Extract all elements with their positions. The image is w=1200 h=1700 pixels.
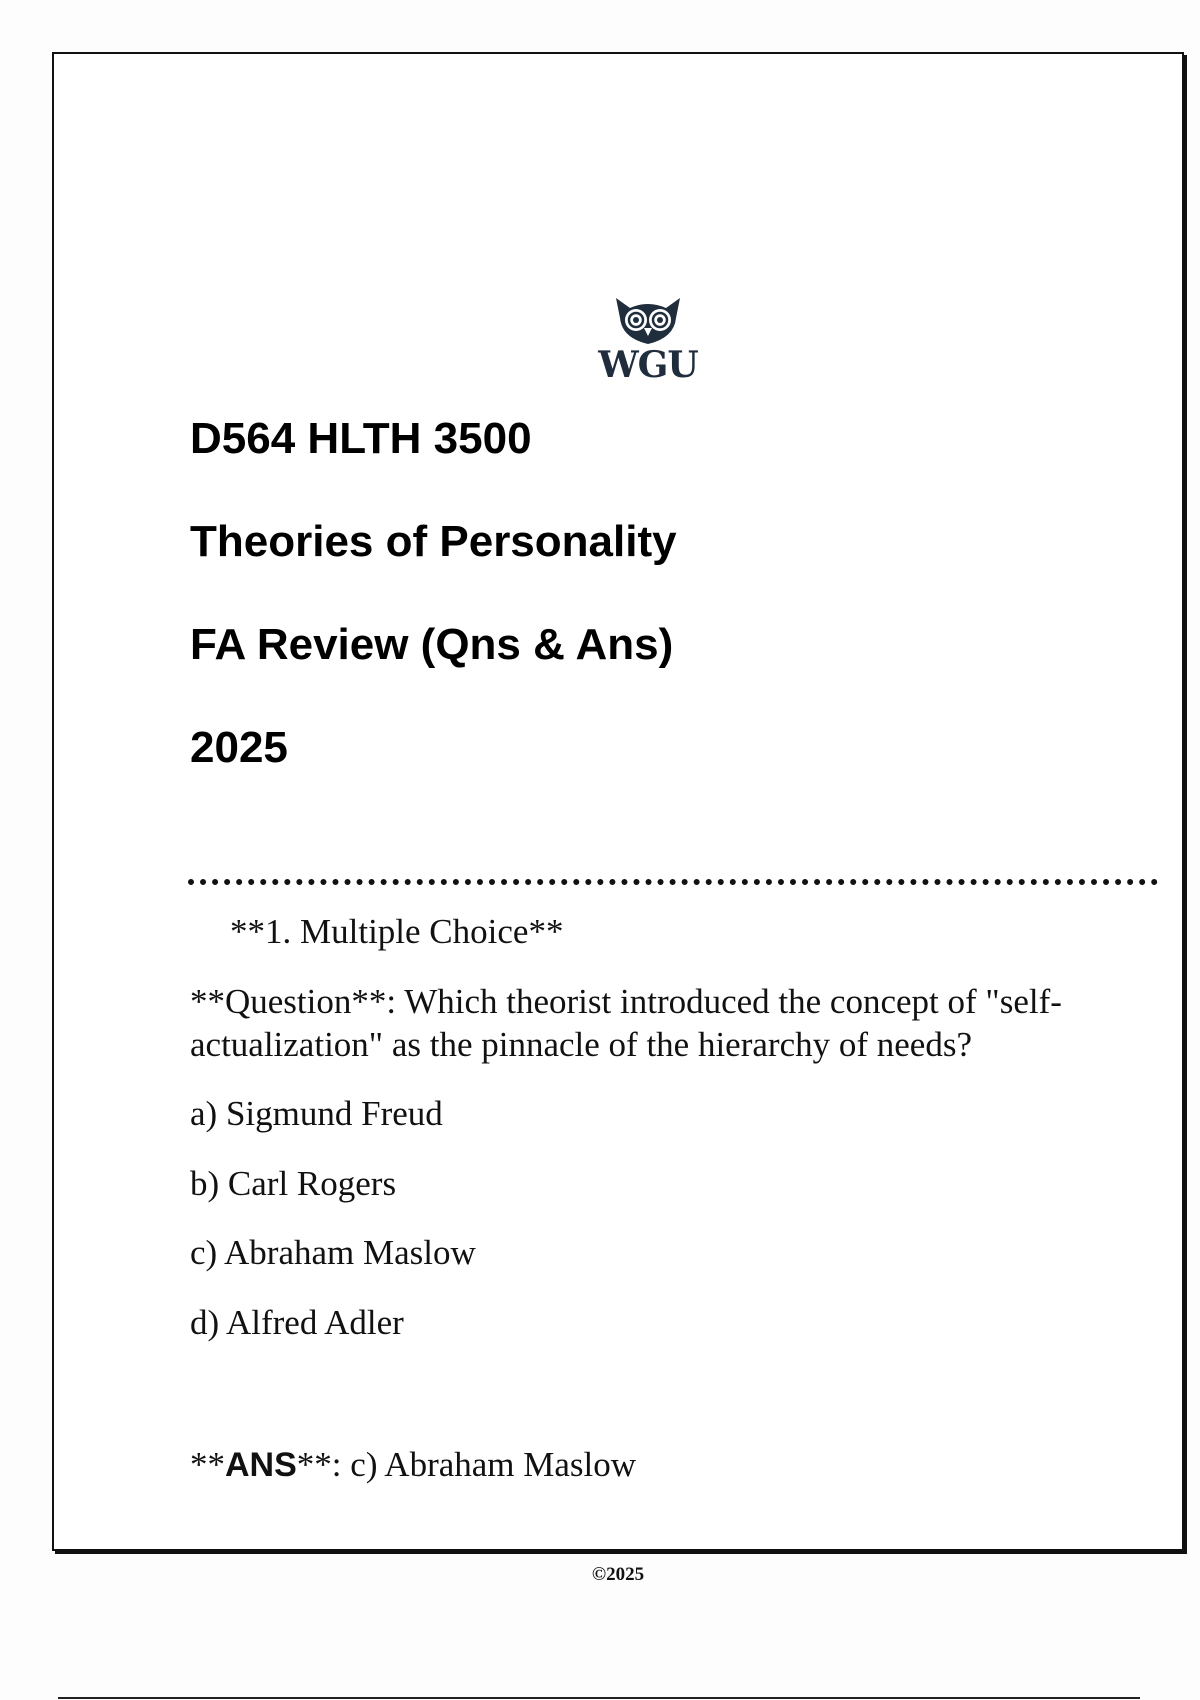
course-code: D564 HLTH 3500 xyxy=(190,414,532,463)
logo-wordmark: WGU xyxy=(598,344,698,386)
year: 2025 xyxy=(190,723,288,772)
owl-icon xyxy=(612,294,684,346)
option-b: b) Carl Rogers xyxy=(190,1164,397,1203)
option-d: d) Alfred Adler xyxy=(190,1303,404,1342)
page xyxy=(52,52,1184,1585)
review-subtitle: FA Review (Qns & Ans) xyxy=(190,620,674,669)
page-bottom-rule xyxy=(58,1697,1140,1699)
dotted-divider xyxy=(188,879,1158,885)
option-a: a) Sigmund Freud xyxy=(190,1094,443,1133)
answer-label: ANS xyxy=(225,1446,297,1484)
course-name: Theories of Personality xyxy=(190,517,677,566)
copyright: ©2025 xyxy=(591,1564,645,1585)
answer-suffix: **: xyxy=(296,1445,342,1484)
question-text: **Question**: Which theorist introduced the concept of "self-actualization" as the pinnacle of the hierarchy of needs? xyxy=(190,982,1062,1064)
answer-value: c) Abraham Maslow xyxy=(350,1445,637,1484)
answer-line xyxy=(190,1445,636,1485)
question-heading: **1. Multiple Choice** xyxy=(230,912,564,951)
wgu-logo xyxy=(588,294,708,409)
answer-prefix: ** xyxy=(190,1445,225,1484)
option-c: c) Abraham Maslow xyxy=(190,1233,476,1272)
